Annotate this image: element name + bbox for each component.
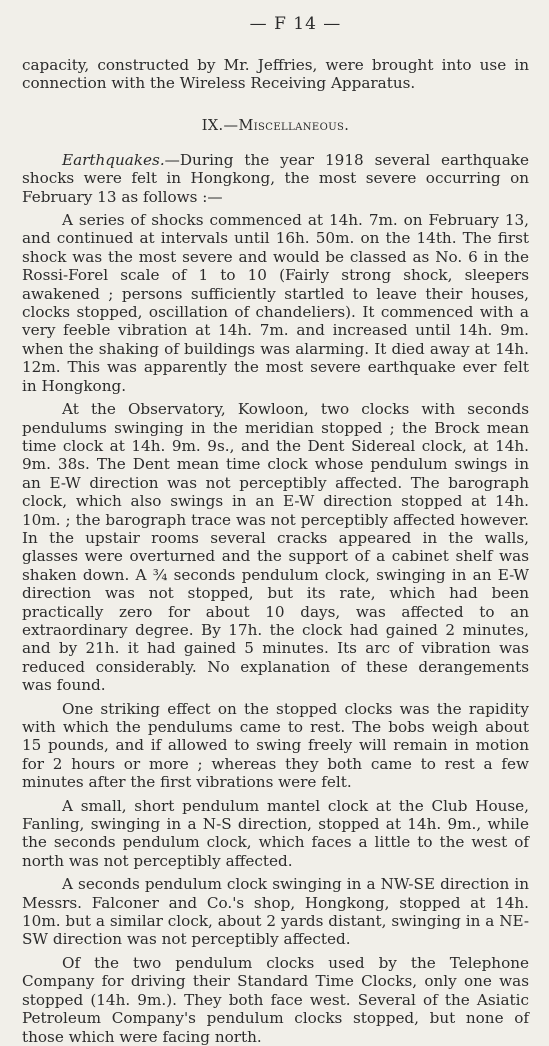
paragraph-falconer: A seconds pendulum clock swinging in a NW-SE direction in Messrs. Falconer and Co.'s shop, Hongkong, stopped at 14h. 10m. but a similar clock, about 2 yards distant, swinging in a NE-SW direction was not perceptibly affected. [22, 875, 529, 949]
intro-paragraph: capacity, constructed by Mr. Jeffries, were brought into use in connection with the Wireless Receiving Apparatus. [22, 56, 529, 93]
paragraph-pendulums: One striking effect on the stopped clocks was the rapidity with which the pendulums came to rest. The bobs weigh about 15 pounds, and if allowed to swing freely will remain in motion for 2 hours or more ; whereas they both came to rest a few minutes after the first vibrations were felt. [22, 699, 529, 792]
section-number: IX.— [201, 117, 239, 134]
page-number: — F 14 — [249, 14, 342, 34]
earthquakes-paragraph [22, 151, 529, 206]
section-heading [22, 117, 529, 135]
paragraph-shock-series: A series of shocks commenced at 14h. 7m. on February 13, and continued at intervals until 16h. 50m. on the 14th. The first shock was the most severe and would be classed as No. 6 in the Rossi-Forel scale of 1 to 10 (Fairly strong shock, sleepers awakened ; persons sufficiently startled to leave their houses, clocks stopped, oscillation of chandeliers). It commenced with a very feeble vibration at 14h. 7m. and increased until 14h. 9m. when the shaking of buildings was alarming. It died away at 14h. 12m. This was apparently the most severe earthquake ever felt in Hongkong. [22, 211, 529, 395]
paragraph-telephone: Of the two pendulum clocks used by the Telephone Company for driving their Standard Time Clocks, only one was stopped (14h. 9m.). They both face west. Several of the Asiatic Petroleum Company's pendulum clocks stopped, but none of those which were facing north. [22, 953, 529, 1046]
paragraph-fanling: A small, short pendulum mantel clock at the Club House, Fanling, swinging in a N-S direction, stopped at 14h. 9m., while the seconds pendulum clock, which faces a little to the west of north was not perceptibly affected. [22, 796, 529, 870]
earthquakes-text: —During the year 1918 several earthquake shocks were felt in Hongkong, the most severe occurring on February 13 as follows :— [22, 150, 529, 206]
paragraph-observatory: At the Observatory, Kowloon, two clocks with seconds pendulums swinging in the meridian stopped ; the Brock mean time clock at 14h. 9m. 9s., and the Dent Sidereal clock, at 14h. 9m. 38s. The Dent mean time clock whose pendulum swings in an E-W direction was not perceptibly affected. The barograph clock, which also swings in an E-W direction stopped at 14h. 10m. ; the barograph trace was not perceptibly affected however. In the upstair rooms several cracks appeared in the walls, glasses were overturned and the support of a cabinet shelf was shaken down. A ¾ seconds pendulum clock, swinging in an E-W direction was not stopped, but its rate, which had been practically zero for about 10 days, was affected to an extraordinary degree. By 17h. the clock had gained 2 minutes, and by 21h. it had gained 5 minutes. Its arc of vibration was reduced considerably. No explanation of these derangements was found. [22, 400, 529, 695]
earthquakes-lead: Earthquakes. [62, 150, 165, 169]
section-title: Miscellaneous. [238, 117, 350, 134]
